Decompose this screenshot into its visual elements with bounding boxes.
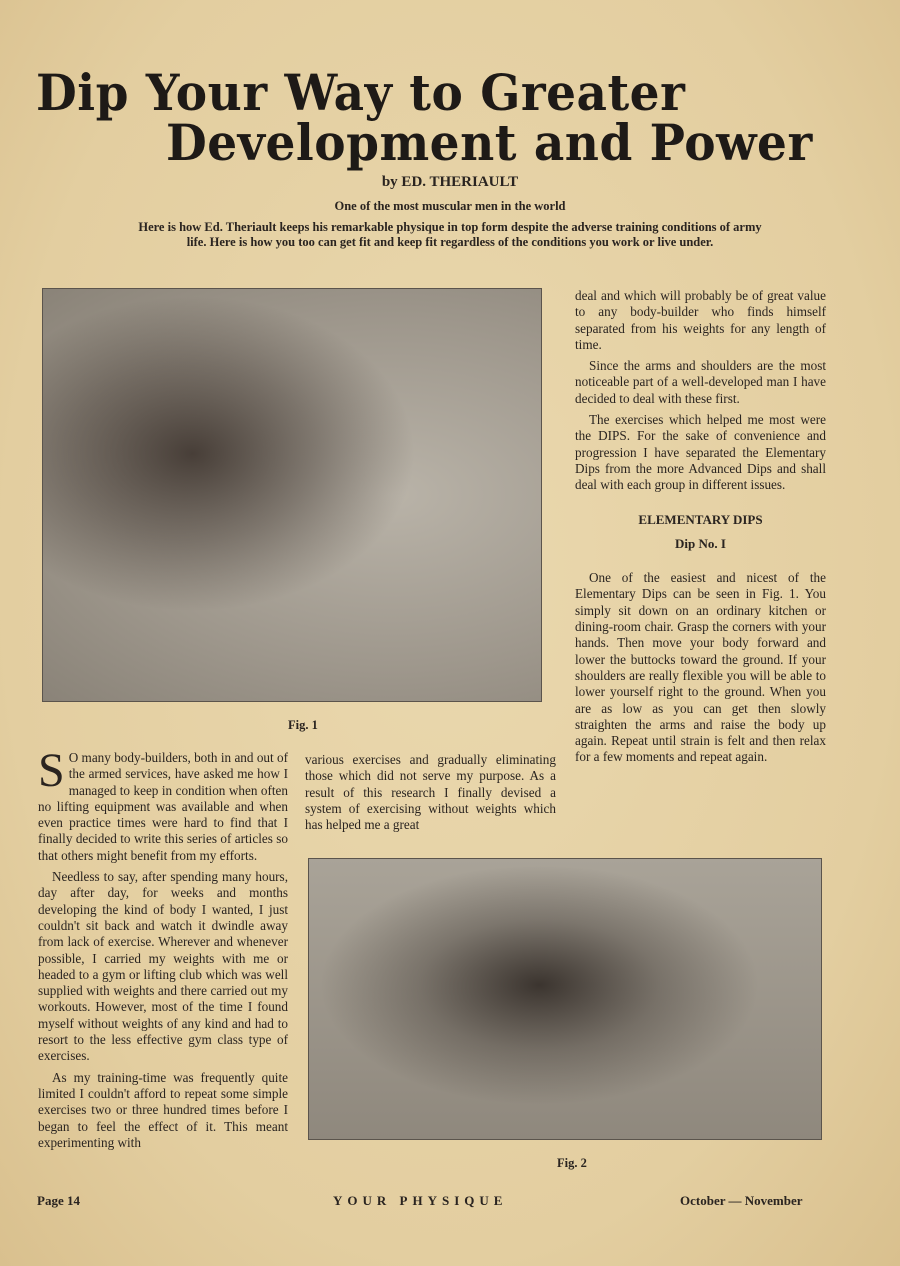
drop-cap: S [38,744,65,797]
column-3 [575,288,826,766]
figure-1-photo [42,288,542,702]
intro-text: Here is how Ed. Theriault keeps his remarkable physique in top form despite the adverse training conditions of army life. Here is how you too can get fit and keep fit regardless of the conditions you work or live under. [138,220,762,249]
paragraph: As my training-time was frequently quite limited I couldn't afford to repeat some simple exercises two or three hundred times before I began to feel the effect of it. This meant experimenting with [38,1069,288,1150]
figure-1-caption: Fig. 1 [288,718,318,732]
section-heading: ELEMENTARY DIPS [638,511,763,527]
article-title-line-1: Dip Your Way to Greater [36,64,686,123]
column-2 [305,752,556,833]
page-number: Page 14 [37,1193,80,1208]
paragraph: One of the easiest and nicest of the Elementary Dips can be seen in Fig. 1. You simply sit down on an ordinary kitchen or dining-room chair. Grasp the corners with your hands. Then move your body forward and lower the buttocks toward the ground. If your shoulders are really flexible you will be able to lower yourself right to the ground. When you are as low as you can get then slowly straighten the arms and raise the body up again. Repeat until strain is felt and then relax for a few moments and repeat again. [575,570,826,765]
magazine-name: YOUR PHYSIQUE [333,1193,508,1208]
figure-2-photo [308,858,822,1140]
section-subheading: Dip No. I [675,535,726,551]
column-1 [38,744,288,1151]
paragraph: deal and which will probably be of great value to any body-builder who finds himself separated from his weights for any length of time. [575,288,826,352]
figure-2-caption: Fig. 2 [557,1156,587,1170]
paragraph: various exercises and gradually eliminating those which did not serve my purpose. As a result of this research I finally devised a system of exercising without weights which has helped me a great [305,752,556,833]
paragraph-text: O many body-builders, both in and out of the armed services, have asked me how I managed to keep in condition when often no lifting equipment was available and when even practice times were hard to find that I finally decided to write this series of articles so that others might benefit from my efforts. [38,750,288,863]
paragraph: Needless to say, after spending many hours, day after day, for weeks and months developing the kind of body I wanted, I just couldn't sit back and watch it dwindle away from lack of exercise. Wherever and whenever possible, I carried my weights with me or headed to a gym or lifting club which was well supplied with weights and there carried out my workouts. However, most of the time I found myself without weights of any kind and had to resort to the less effective gym class type of exercises. [38,869,288,1064]
paragraph: The exercises which helped me most were the DIPS. For the sake of convenience and progression I have separated the Elementary Dips from the more Advanced Dips and shall deal with each group in different issues. [575,412,826,493]
paragraph [38,744,288,864]
article-title-line-2: Development and Power [166,114,813,173]
byline: by ED. THERIAULT [381,174,519,190]
issue-date: October — November [680,1193,803,1208]
paragraph: Since the arms and shoulders are the most noticeable part of a well-developed man I have decided to deal with these first. [575,358,826,406]
tagline: One of the most muscular men in the world [334,199,566,213]
